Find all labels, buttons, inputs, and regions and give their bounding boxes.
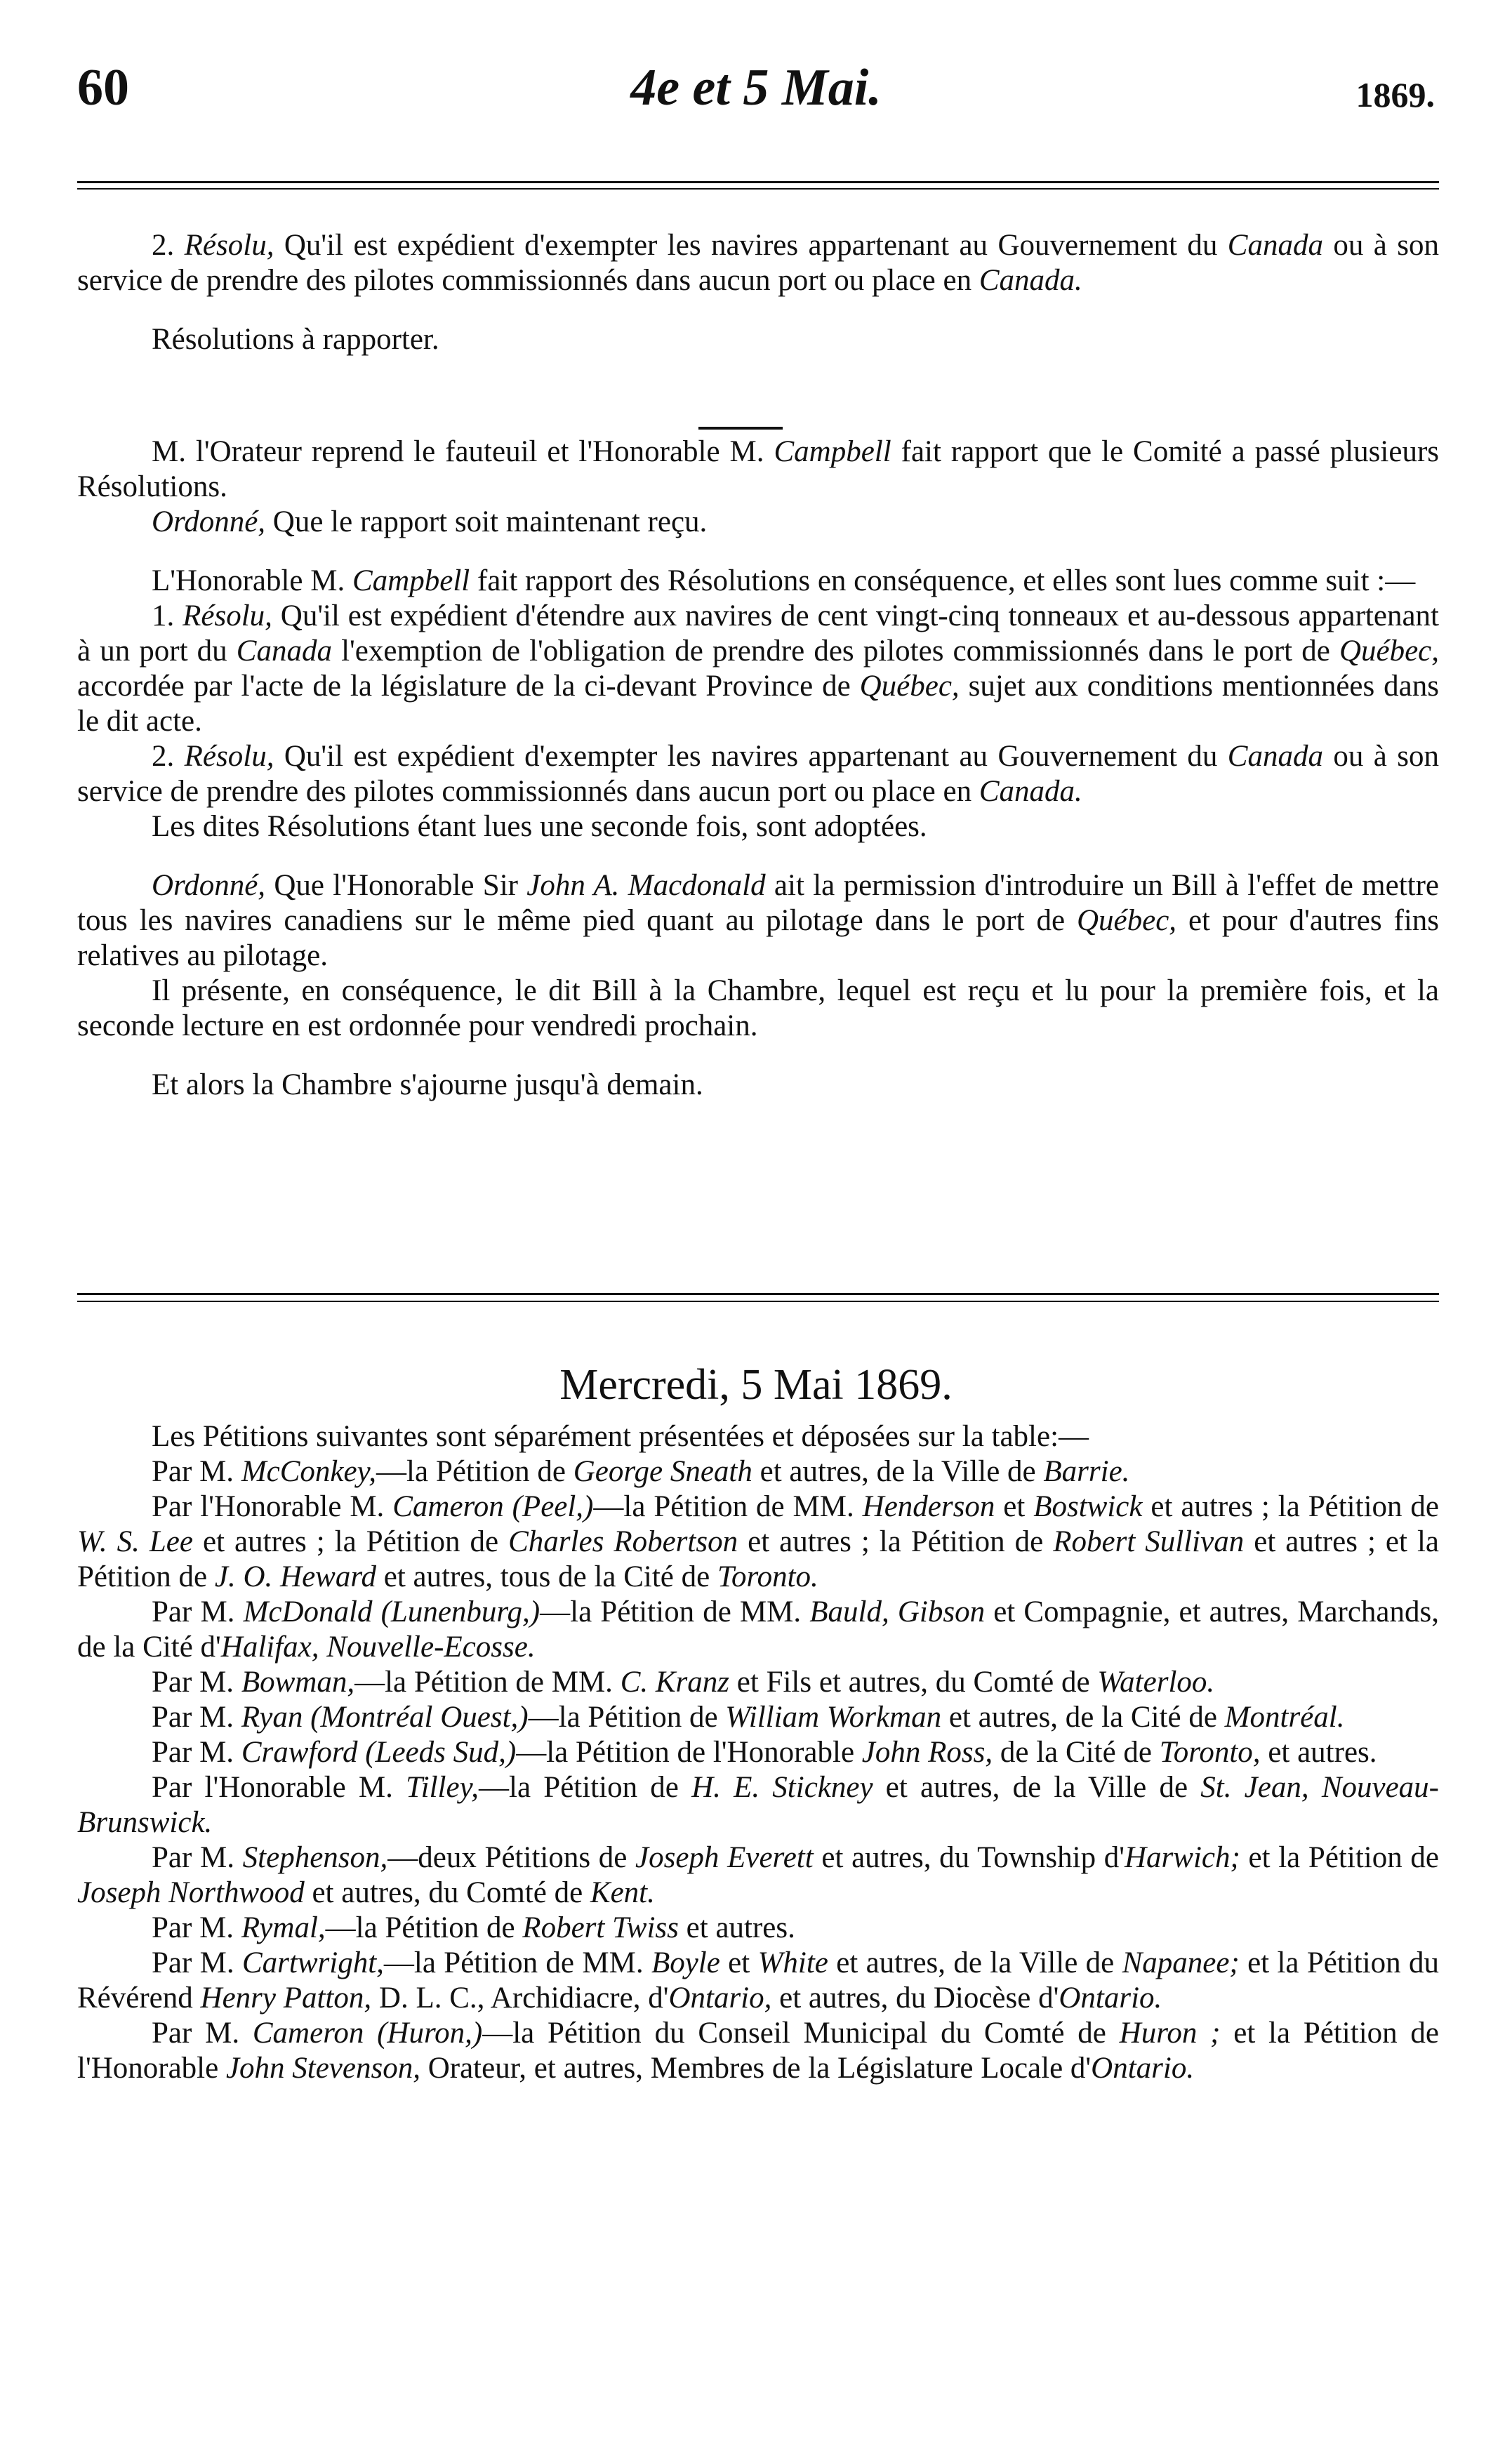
petition-name: Ontario. — [1091, 2052, 1195, 2085]
petition-text: et Compagnie, et autres, Marchands, de la Cité d' — [77, 1595, 1439, 1664]
petition-name: McConkey, — [241, 1455, 377, 1488]
petition-name: St. Jean, Nouveau-Brunswick. — [77, 1771, 1439, 1839]
petition-text: et autres, tous de la Cité de — [376, 1560, 717, 1593]
petition-name: Toronto, — [1159, 1736, 1261, 1769]
petition-name: Montréal. — [1224, 1701, 1345, 1734]
petition-text: et Fils et autres, du Comté de — [729, 1666, 1098, 1699]
petition-text: —la Pétition de MM. — [383, 1946, 651, 1979]
petition-name: Kent. — [590, 1876, 655, 1909]
petition-name: Joseph Everett — [635, 1841, 814, 1874]
petition-text: —la Pétition de l'Honorable — [516, 1736, 862, 1769]
bill-first-reading: Il présente, en conséquence, le dit Bill à la Chambre, lequel est reçu et lu pour la première fois, et la seconde lecture en est ordonnée pour vendredi prochain. — [77, 974, 1439, 1042]
short-divider — [698, 427, 783, 430]
petition-name: George Sneath — [573, 1455, 752, 1488]
petition-text: Par M. — [152, 1911, 241, 1944]
petition-text: D. L. C., Archidiacre, d' — [371, 1982, 669, 2015]
petition-text: et autres ; la Pétition de — [1142, 1490, 1440, 1523]
campbell-report: L'Honorable M. Campbell fait rapport des Résolutions en conséquence, et elles sont lues comme suit :— — [152, 564, 1416, 597]
petition-text: —la Pétition de — [528, 1701, 726, 1734]
petition-name: Bauld, Gibson — [809, 1595, 986, 1628]
petition-entry — [77, 1840, 1439, 1911]
petition-name: Harwich; — [1125, 1841, 1240, 1874]
petition-name: Henry Patton, — [200, 1982, 372, 2015]
petition-text: et autres, de la Ville de — [828, 1946, 1122, 1979]
petition-text: et la Pétition du Révérend — [77, 1946, 1439, 2015]
petition-text: —la Pétition du Conseil Municipal du Comté de — [482, 2017, 1120, 2050]
petition-name: Stephenson, — [242, 1841, 388, 1874]
petition-name: Robert Twiss — [522, 1911, 679, 1944]
petition-entry — [77, 1700, 1439, 1735]
petition-name: Toronto. — [717, 1560, 818, 1593]
petition-name: Cartwright, — [242, 1946, 384, 1979]
petition-name: White — [757, 1946, 828, 1979]
header-rule-thin — [77, 188, 1439, 190]
petition-name: Joseph Northwood — [77, 1876, 305, 1909]
header-rule — [77, 181, 1439, 183]
speaker-resumes: M. l'Orateur reprend le fauteuil et l'Honorable M. Campbell fait rapport que le Comité a passé plusieurs Résolutions. — [77, 435, 1439, 503]
petition-text: et autres, de la Ville de — [752, 1455, 1044, 1488]
petition-text: et autres. — [1260, 1736, 1377, 1769]
petition-name: Napanee; — [1122, 1946, 1240, 1979]
house-adjourns: Et alors la Chambre s'ajourne jusqu'à demain. — [152, 1068, 703, 1101]
petition-name: William Workman — [725, 1701, 942, 1734]
petition-name: W. S. Lee — [77, 1525, 193, 1558]
petition-name: H. E. Stickney — [691, 1771, 873, 1804]
petition-text: Par M. — [152, 1736, 241, 1769]
petition-text: Par M. — [152, 2017, 253, 2050]
section-petitions — [77, 1419, 1439, 2086]
petition-text: Par M. — [152, 1595, 244, 1628]
petition-text: et autres, du Diocèse d' — [771, 1982, 1059, 2015]
petition-text: —la Pétition de — [325, 1911, 523, 1944]
petition-name: Boyle — [651, 1946, 720, 1979]
petition-entry — [77, 1735, 1439, 1770]
petition-name: Cameron (Peel,) — [392, 1490, 594, 1523]
petition-text: Par M. — [152, 1701, 241, 1734]
petition-entry — [77, 2016, 1439, 2086]
petition-name: Crawford (Leeds Sud,) — [241, 1736, 517, 1769]
petition-name: C. Kranz — [620, 1666, 730, 1699]
petition-name: Cameron (Huron,) — [252, 2017, 483, 2050]
petition-entry — [77, 1911, 1439, 1946]
page-number: 60 — [77, 59, 129, 117]
petition-name: Ryan (Montréal Ouest,) — [241, 1701, 529, 1734]
petition-name: Bostwick — [1033, 1490, 1143, 1523]
petition-name: Henderson — [862, 1490, 995, 1523]
petition-name: J. O. Heward — [214, 1560, 376, 1593]
ordered-bill-leave: Ordonné, Que l'Honorable Sir John A. Macdonald ait la permission d'introduire un Bill à l'effet de mettre tous les navires canadiens sur le même pied quant au pilotage dans le port de Québec, et pour d'autres fins relatives au pilotage. — [77, 869, 1440, 972]
section-rule — [77, 1293, 1439, 1295]
petition-text: —la Pétition de — [376, 1455, 573, 1488]
petition-name: Robert Sullivan — [1053, 1525, 1245, 1558]
petition-name: Halifax, Nouvelle-Ecosse. — [220, 1631, 536, 1664]
petition-entry — [77, 1454, 1439, 1489]
petitions-intro: Les Pétitions suivantes sont séparément présentées et déposées sur la table:— — [152, 1420, 1089, 1453]
resolution-2-committee: 2. Résolu, Qu'il est expédient d'exempter les navires appartenant au Gouvernement du Canada ou à son service de prendre des pilotes commissionnés dans aucun port ou place en Canada. — [77, 229, 1439, 297]
petition-text: et autres, de la Ville de — [873, 1771, 1201, 1804]
petition-text: et autres, du Township d' — [813, 1841, 1125, 1874]
petition-text: Par M. — [152, 1455, 241, 1488]
petition-text: Par l'Honorable M. — [152, 1490, 393, 1523]
petition-text: —la Pétition de — [479, 1771, 692, 1804]
petition-name: Rymal, — [241, 1911, 326, 1944]
petition-text: Par M. — [152, 1946, 242, 1979]
petition-text: Par M. — [152, 1841, 243, 1874]
petition-name: McDonald (Lunenburg,) — [243, 1595, 541, 1628]
petition-text: et autres, de la Cité de — [941, 1701, 1225, 1734]
page-header-date: 4e et 5 Mai. — [630, 59, 882, 117]
resolution-1: 1. Résolu, Qu'il est expédient d'étendre aux navires de cent vingt-cinq tonneaux et au-dessous appartenant à un port du Canada l'exemption de l'obligation de prendre des pilotes commissionnés dans le port de Québec, accordée par l'acte de la législature de la ci-devant Province de Québec, sujet aux conditions mentionnées dans le dit acte. — [77, 599, 1440, 738]
petition-name: Ontario. — [1059, 1982, 1162, 2015]
petition-text: —la Pétition de MM. — [593, 1490, 863, 1523]
petition-entry — [77, 1665, 1439, 1700]
petition-text: Orateur, et autres, Membres de la Législature Locale d' — [420, 2052, 1092, 2085]
petition-text: et — [995, 1490, 1034, 1523]
petition-name: Ontario, — [668, 1982, 772, 2015]
petition-text: et autres, du Comté de — [304, 1876, 590, 1909]
petition-text: et — [719, 1946, 758, 1979]
ordered-report-received: Ordonné, Que le rapport soit maintenant reçu. — [152, 505, 708, 538]
petition-text: —la Pétition de MM. — [354, 1666, 621, 1699]
resolutions-to-report: Résolutions à rapporter. — [152, 323, 439, 356]
petition-entry — [77, 1595, 1439, 1665]
petition-name: John Stevenson, — [225, 2052, 420, 2085]
petition-text: Par M. — [152, 1666, 241, 1699]
petition-text: et la Pétition de l'Honorable — [77, 2017, 1440, 2085]
petition-text: —la Pétition de MM. — [540, 1595, 810, 1628]
page-header-year: 1869. — [1355, 75, 1435, 114]
petition-entry — [77, 1946, 1439, 2016]
petition-name: Huron ; — [1119, 2017, 1221, 2050]
petition-entry — [77, 1770, 1439, 1840]
petition-text: et autres ; la Pétition de — [192, 1525, 509, 1558]
petition-text: et autres ; la Pétition de — [738, 1525, 1054, 1558]
petition-name: John Ross, — [861, 1736, 993, 1769]
section-proceedings — [77, 228, 1439, 1103]
petition-text: —deux Pétitions de — [387, 1841, 636, 1874]
petition-name: Waterloo. — [1097, 1666, 1215, 1699]
day-title: Mercredi, 5 Mai 1869. — [559, 1361, 953, 1409]
section-rule-thin — [77, 1301, 1439, 1302]
petition-name: Bowman, — [241, 1666, 355, 1699]
petition-text: et autres ; et la Pétition de — [77, 1525, 1439, 1593]
resolution-2: 2. Résolu, Qu'il est expédient d'exempter les navires appartenant au Gouvernement du Canada ou à son service de prendre des pilotes commissionnés dans aucun port ou place en Canada. — [77, 740, 1439, 808]
petition-text: et autres. — [678, 1911, 795, 1944]
petition-text: de la Cité de — [993, 1736, 1160, 1769]
petition-name: Barrie. — [1043, 1455, 1130, 1488]
petition-name: Tilley, — [406, 1771, 479, 1804]
petition-text: et la Pétition de — [1240, 1841, 1439, 1874]
resolutions-adopted: Les dites Résolutions étant lues une seconde fois, sont adoptées. — [152, 810, 927, 843]
petition-name: Charles Robertson — [508, 1525, 738, 1558]
petition-entry — [77, 1489, 1439, 1595]
petition-text: Par l'Honorable M. — [152, 1771, 406, 1804]
